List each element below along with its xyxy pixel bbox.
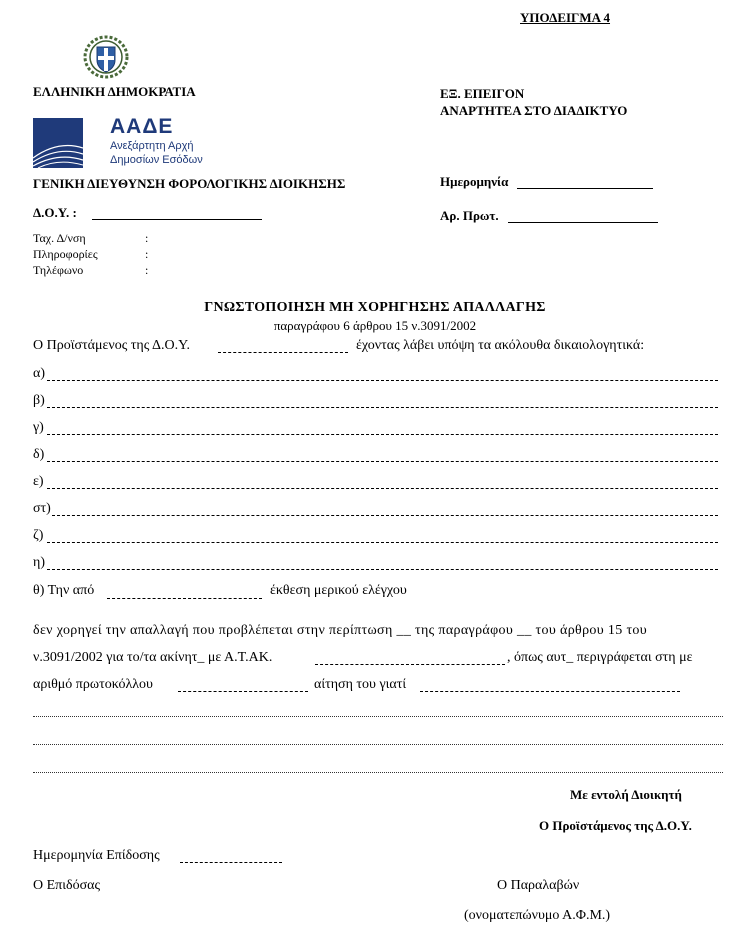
item-field[interactable] (47, 461, 718, 462)
date-field[interactable] (517, 188, 653, 189)
item-label: β) (33, 393, 45, 408)
item-theta-text: έκθεση μερικού ελέγχου (270, 583, 407, 598)
address-colon: : (145, 231, 149, 245)
item-label: η) (33, 555, 45, 570)
item-field[interactable] (47, 434, 718, 435)
ataak-field[interactable] (315, 664, 505, 665)
item-field[interactable] (47, 569, 718, 570)
republic-label: ΕΛΛΗΝΙΚΗ ΔΗΜΟΚΡΑΤΙΑ (33, 84, 196, 99)
paragraph-line-2b: , όπως αυτ_ περιγράφεται στη με (507, 650, 693, 665)
paragraph-line-3b: αίτηση του γιατί (314, 677, 407, 692)
deliverer-label: Ο Επιδόσας (33, 878, 101, 893)
address-label: Ταχ. Δ/νση (33, 231, 86, 245)
reason-line-3[interactable] (33, 772, 723, 773)
item-field[interactable] (47, 407, 718, 408)
item-field[interactable] (47, 380, 718, 381)
by-order-label: Με εντολή Διοικητή (570, 787, 682, 802)
aade-logo-subtitle-1: Ανεξάρτητη Αρχή (110, 140, 194, 152)
aade-logo-title: ΑΑΔΕ (110, 115, 174, 138)
greek-emblem-logo (82, 34, 130, 80)
protocol-number-field[interactable] (178, 691, 308, 692)
delivery-date-label: Ημερομηνία Επίδοσης (33, 848, 160, 863)
aade-logo-subtitle-2: Δημοσίων Εσόδων (110, 154, 203, 166)
item-label: δ) (33, 447, 45, 462)
intro-text-a: Ο Προϊστάμενος της Δ.Ο.Υ. (33, 338, 190, 353)
reason-line-1[interactable] (33, 716, 723, 717)
paragraph-line-1: δεν χορηγεί την απαλλαγή που προβλέπεται στην περίπτωση __ της παραγράφου __ του άρθρου 15 του (33, 623, 648, 638)
item-field[interactable] (47, 542, 718, 543)
item-field[interactable] (47, 488, 718, 489)
urgent-label: ΕΞ. ΕΠΕΙΓΟΝ (440, 86, 525, 101)
paragraph-line-3a: αριθμό πρωτοκόλλου (33, 677, 153, 692)
document-subtitle: παραγράφου 6 άρθρου 15 ν.3091/2002 (273, 318, 477, 333)
recipient-note: (ονοματεπώνυμο Α.Φ.Μ.) (464, 908, 611, 923)
document-title: ΓΝΩΣΤΟΠΟΙΗΣΗ ΜΗ ΧΟΡΗΓΗΣΗΣ ΑΠΑΛΛΑΓΗΣ (204, 300, 546, 315)
phone-colon: : (145, 263, 149, 277)
doy-label: Δ.Ο.Υ. : (33, 205, 77, 220)
delivery-date-field[interactable] (180, 862, 282, 863)
intro-doy-field[interactable] (218, 352, 348, 353)
paragraph-line-2a: ν.3091/2002 για το/τα ακίνητ_ με Α.Τ.ΑΚ. (33, 650, 273, 665)
item-label: α) (33, 366, 45, 381)
protocol-field[interactable] (508, 222, 658, 223)
doy-field[interactable] (92, 219, 262, 220)
directorate-label: ΓΕΝΙΚΗ ΔΙΕΥΘΥΝΣΗ ΦΟΡΟΛΟΓΙΚΗΣ ΔΙΟΙΚΗΣΗΣ (33, 176, 346, 191)
item-label: ε) (33, 474, 44, 489)
post-online-label: ΑΝΑΡΤΗΤΕΑ ΣΤΟ ΔΙΑΔΙΚΤΥΟ (440, 103, 628, 118)
reason-field[interactable] (420, 691, 680, 692)
item-label: γ) (33, 420, 44, 435)
item-theta-label: θ) Την από (33, 583, 95, 598)
info-label: Πληροφορίες (33, 247, 98, 261)
protocol-label: Αρ. Πρωτ. (440, 208, 499, 223)
item-field[interactable] (52, 515, 718, 516)
aade-logo (33, 118, 83, 168)
head-of-doy-label: Ο Προϊστάμενος της Δ.Ο.Υ. (539, 818, 692, 833)
item-theta-date-field[interactable] (107, 598, 262, 599)
info-colon: : (145, 247, 149, 261)
item-label: ζ) (33, 528, 44, 543)
recipient-label: Ο Παραλαβών (497, 878, 580, 893)
date-label: Ημερομηνία (440, 174, 509, 189)
sample-label: ΥΠΟΔΕΙΓΜΑ 4 (520, 10, 611, 25)
phone-label: Τηλέφωνο (33, 263, 84, 277)
reason-line-2[interactable] (33, 744, 723, 745)
item-label: στ) (33, 501, 51, 516)
intro-text-b: έχοντας λάβει υπόψη τα ακόλουθα δικαιολογητικά: (356, 338, 645, 353)
